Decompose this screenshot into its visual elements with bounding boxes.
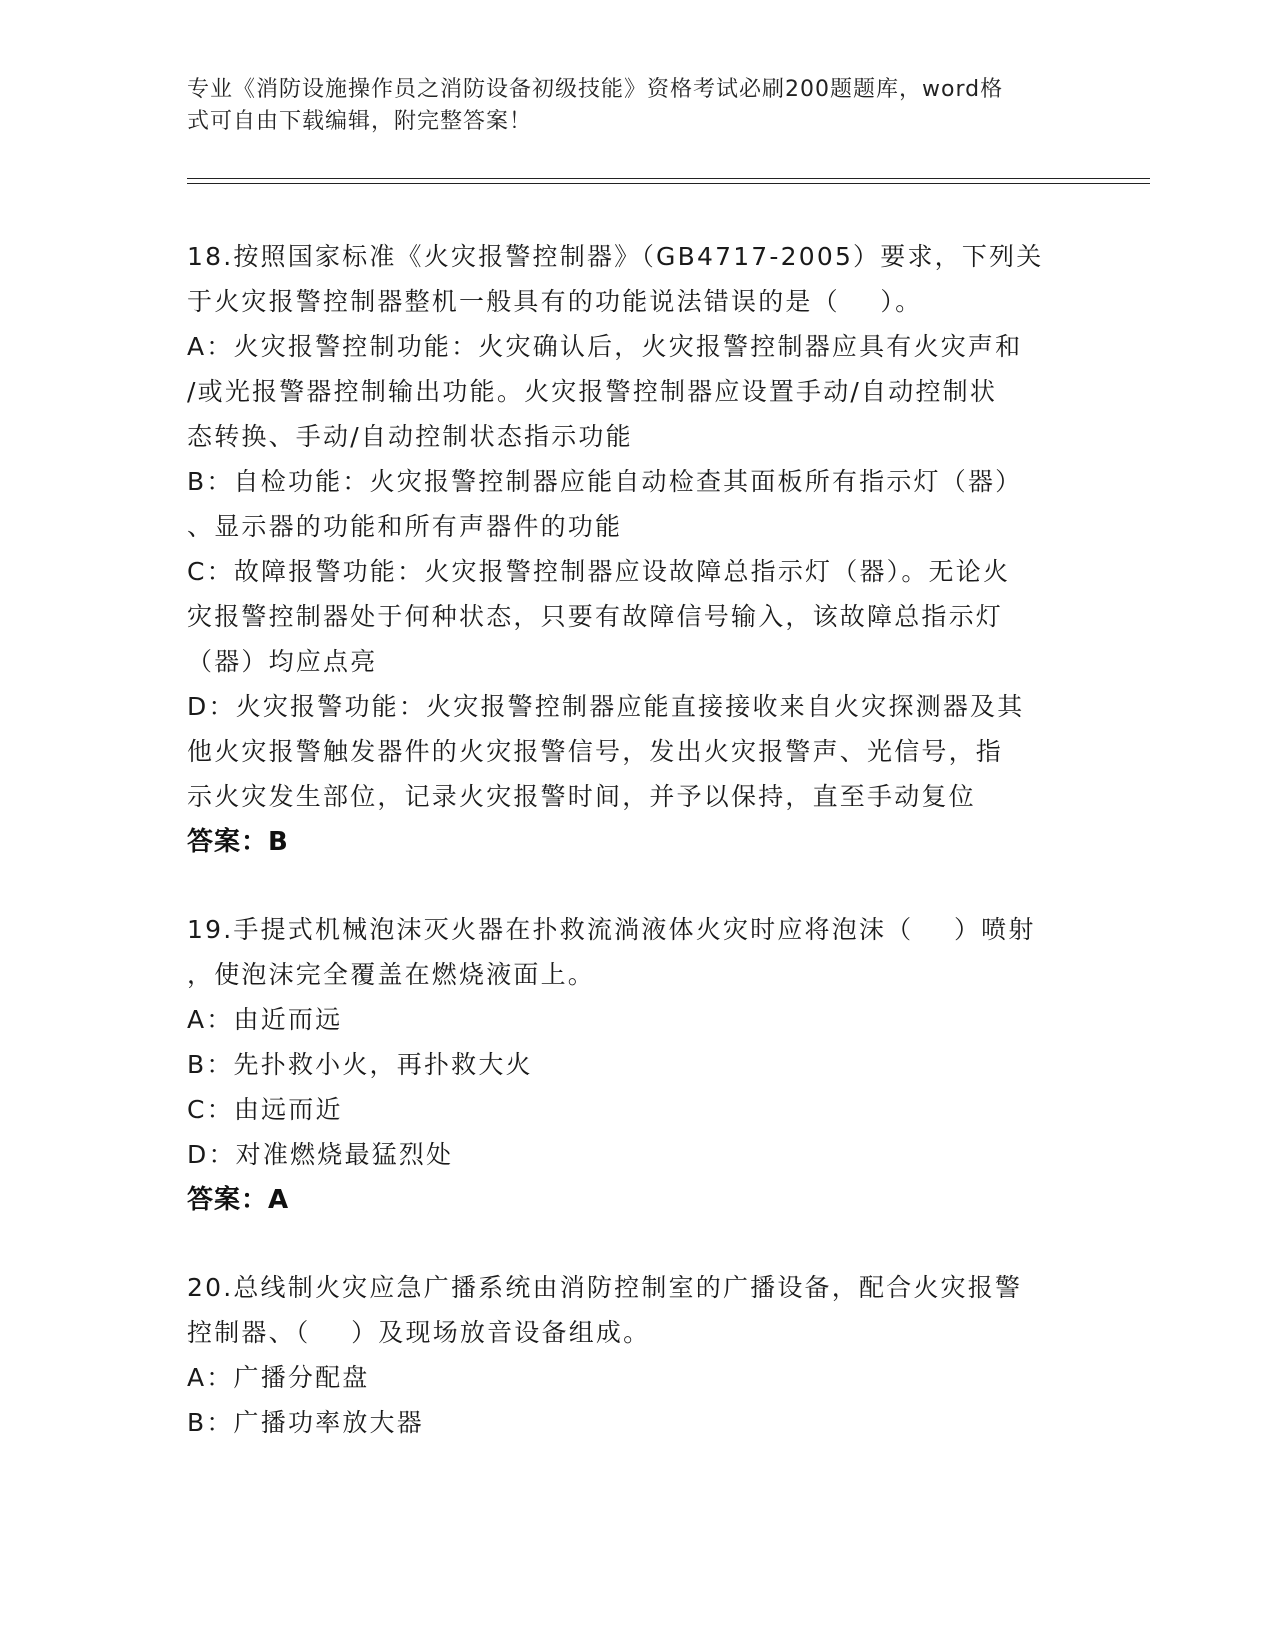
option-a-line: A：广播分配盘 (187, 1363, 370, 1392)
question-19 (187, 907, 1067, 1223)
question-stem-line: 18.按照国家标准《火灾报警控制器》（GB4717-2005）要求，下列关 (187, 242, 1044, 271)
option-c-line: C：故障报警功能：火灾报警控制器应设故障总指示灯（器）。无论火 (187, 557, 1011, 586)
header-line-2: 式可自由下载编辑，附完整答案！ (187, 109, 533, 134)
document-header (187, 74, 1067, 138)
answer-label: 答案：A (187, 1185, 290, 1215)
option-c-line: 灾报警控制器处于何种状态，只要有故障信号输入，该故障总指示灯 (187, 602, 1004, 631)
question-list (187, 234, 1067, 1487)
option-c-line: C：由远而近 (187, 1095, 343, 1124)
question-stem-line: 19.手提式机械泡沫灭火器在扑救流淌液体火灾时应将泡沫（ ）喷射 (187, 915, 1036, 944)
question-stem-line: ，使泡沫完全覆盖在燃烧液面上。 (187, 960, 596, 989)
question-stem-line: 控制器、（ ）及现场放音设备组成。 (187, 1318, 651, 1347)
option-d-line: 他火灾报警触发器件的火灾报警信号，发出火灾报警声、光信号，指 (187, 737, 1004, 766)
option-a-line: A：火灾报警控制功能：火灾确认后，火灾报警控制器应具有火灾声和 (187, 332, 1023, 361)
option-d-line: 示火灾发生部位，记录火灾报警时间，并予以保持，直至手动复位 (187, 782, 976, 811)
option-d-line: D：火灾报警功能：火灾报警控制器应能直接接收来自火灾探测器及其 (187, 692, 1025, 721)
question-stem-line: 于火灾报警控制器整机一般具有的功能说法错误的是（ ）。 (187, 287, 923, 316)
option-c-line: （器）均应点亮 (187, 647, 378, 676)
option-a-line: /或光报警器控制输出功能。火灾报警控制器应设置手动/自动控制状 (187, 377, 998, 406)
question-18 (187, 234, 1067, 865)
question-stem-line: 20.总线制火灾应急广播系统由消防控制室的广播设备，配合火灾报警 (187, 1273, 1023, 1302)
option-b-line: B：先扑救小火，再扑救大火 (187, 1050, 533, 1079)
option-d-line: D：对准燃烧最猛烈处 (187, 1140, 454, 1169)
header-divider-bottom (187, 183, 1150, 184)
header-line-1: 专业《消防设施操作员之消防设备初级技能》资格考试必刷200题题库，word格 (187, 77, 1004, 102)
option-b-line: B：广播功率放大器 (187, 1408, 424, 1437)
answer-label: 答案：B (187, 827, 289, 857)
question-20 (187, 1265, 1067, 1445)
option-a-line: A：由近而远 (187, 1005, 343, 1034)
option-b-line: 、显示器的功能和所有声器件的功能 (187, 512, 623, 541)
header-divider-top (187, 178, 1150, 179)
option-b-line: B：自检功能：火灾报警控制器应能自动检查其面板所有指示灯（器） (187, 467, 1023, 496)
option-a-line: 态转换、手动/自动控制状态指示功能 (187, 422, 633, 451)
